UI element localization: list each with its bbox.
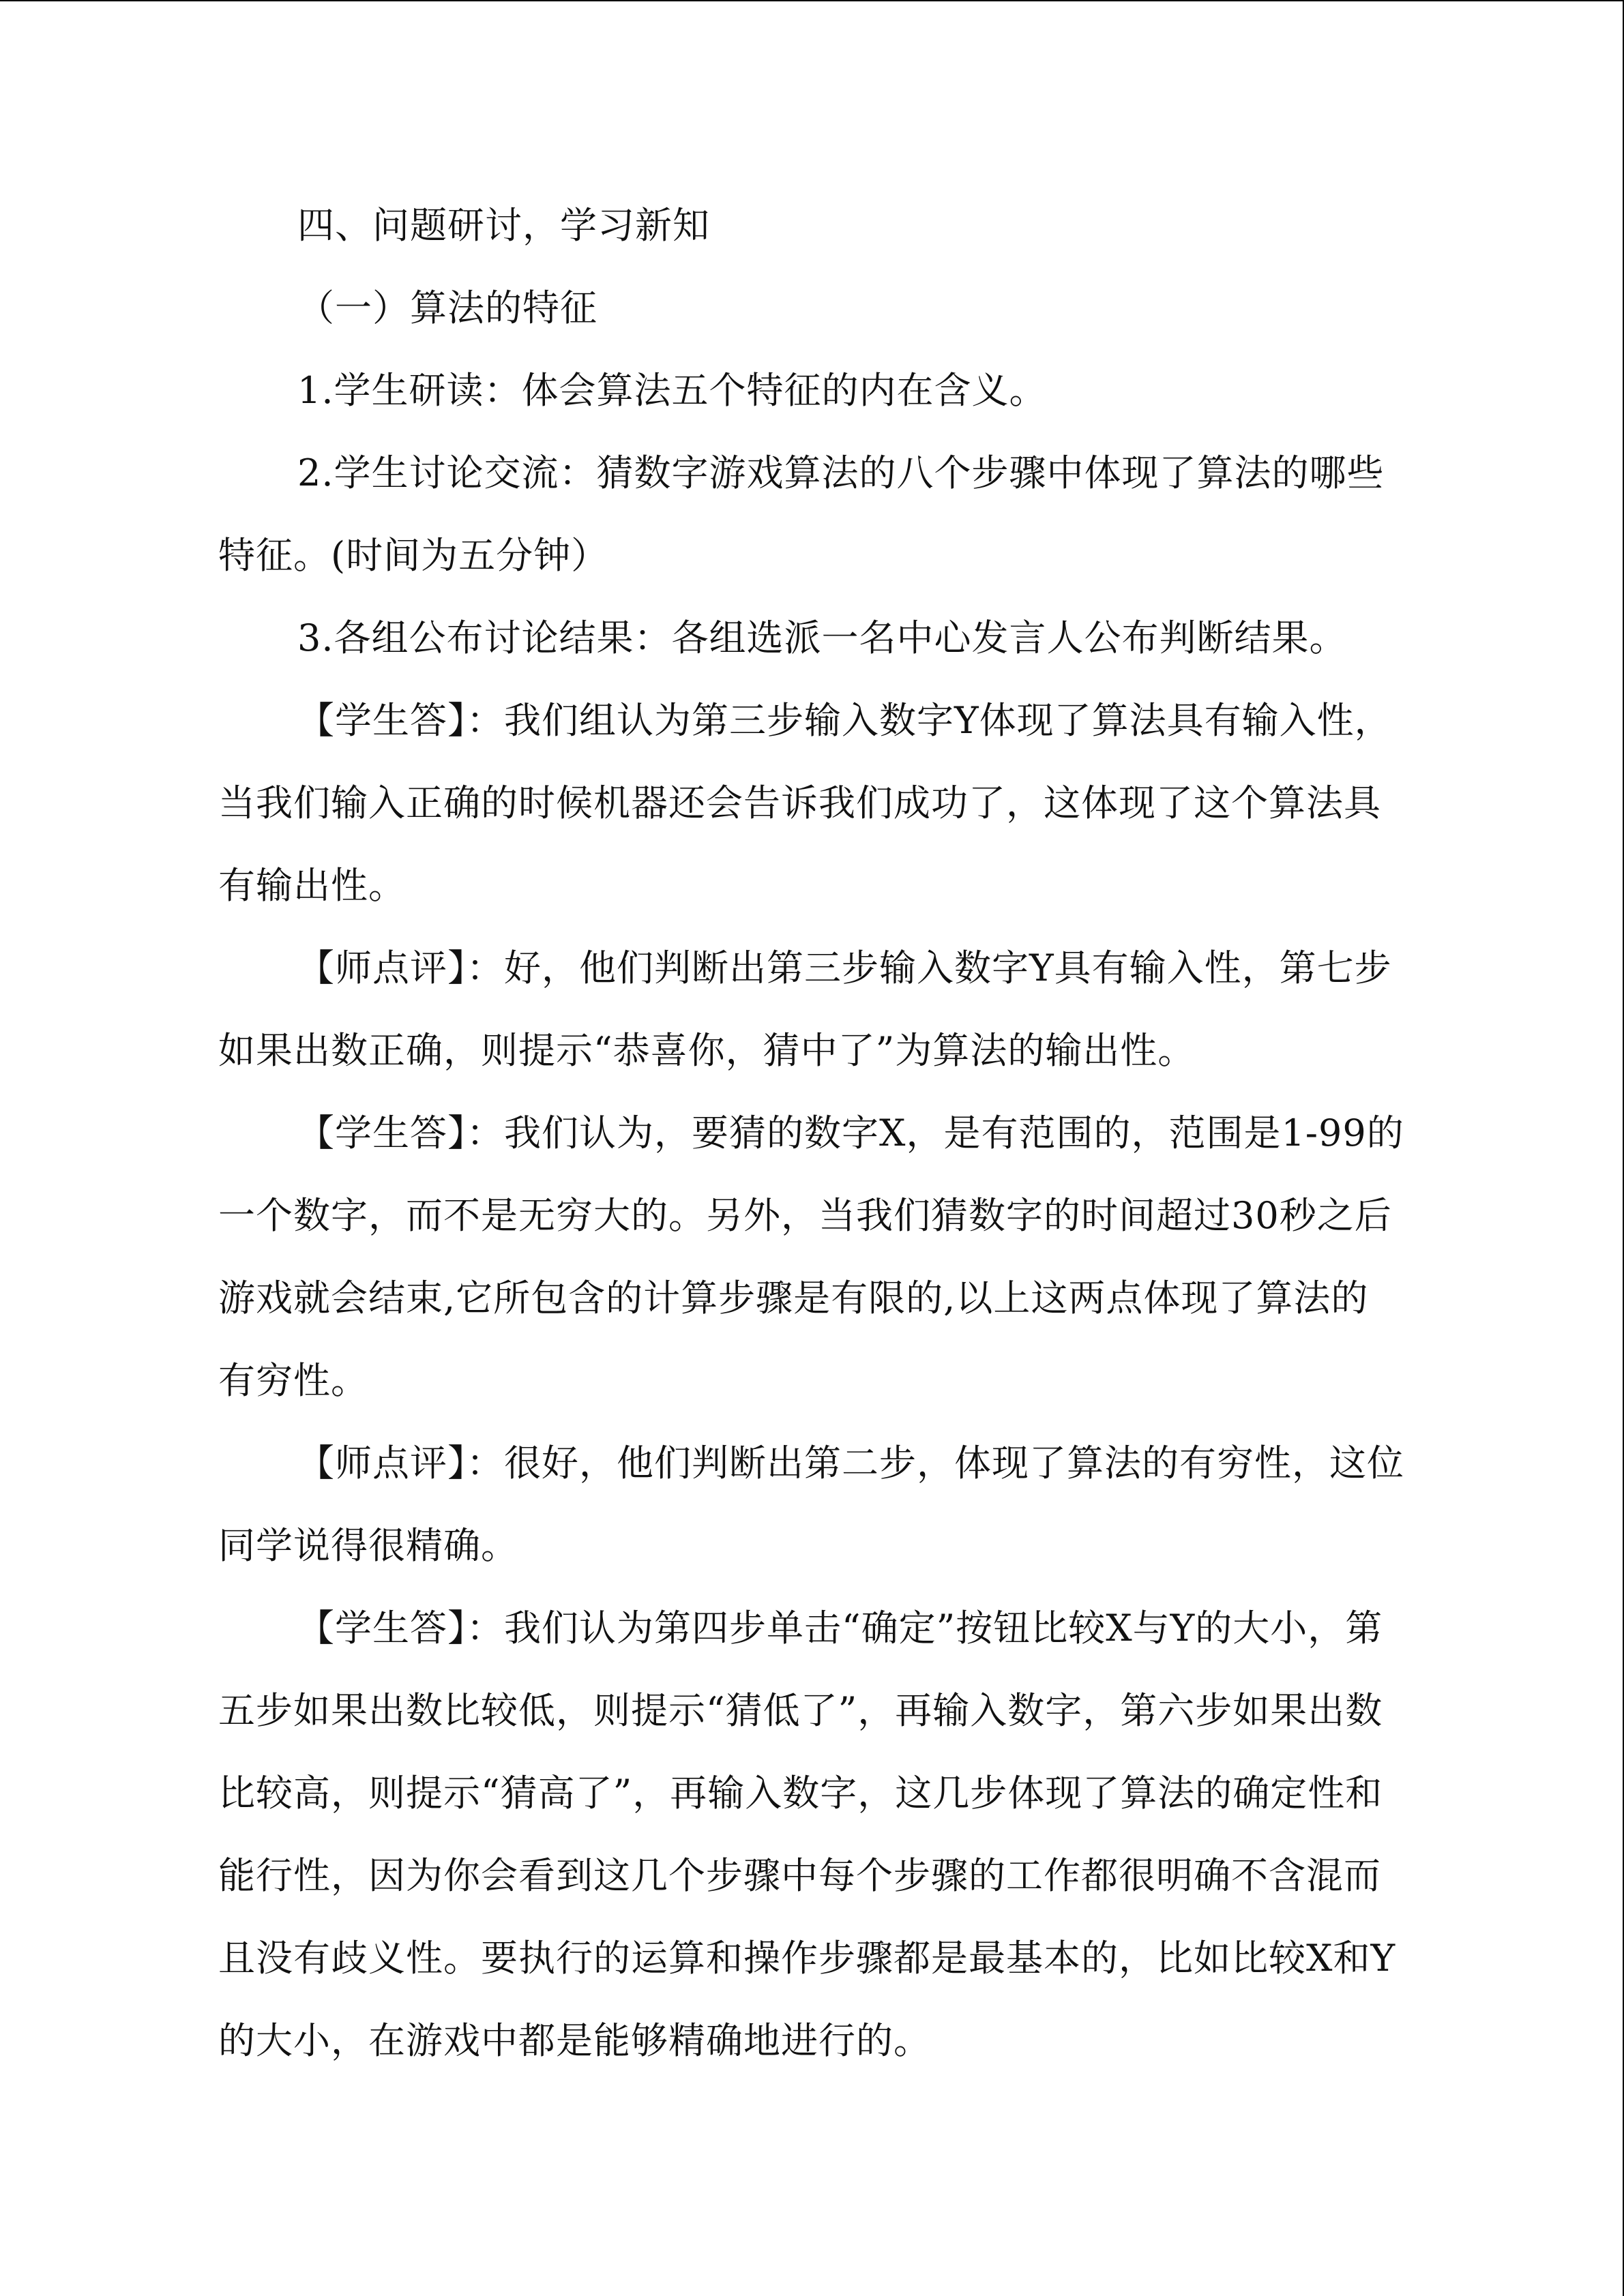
page-border-top [0,0,1624,1]
student-answer-1: 【学生答】：我们组认为第三步输入数字Y体现了算法具有输入性，当我们输入正确的时候机器还会告诉我们成功了，这体现了这个算法具有输出性。 [218,699,1392,907]
paragraph-study: 1.学生研读：体会算法五个特征的内在含义。 [297,369,1047,412]
student-answer-2: 【学生答】：我们认为，要猜的数字X，是有范围的，范围是1-99的一个数字，而不是无穷大的。另外，当我们猜数字的时间超过30秒之后游戏就会结束,它所包含的计算步骤是有限的,以上这两点体现了算法的有穷性。 [218,1112,1404,1402]
teacher-comment-2: 【师点评】：很好，他们判断出第二步，体现了算法的有穷性，这位同学说得很精确。 [218,1442,1404,1567]
subsection-heading: （一）算法的特征 [297,286,597,329]
paragraph-discussion: 2.学生讨论交流：猜数字游戏算法的八个步骤中体现了算法的哪些特征。(时间为五分钟） [218,451,1385,577]
paragraph-results: 3.各组公布讨论结果：各组选派一名中心发言人公布判断结果。 [297,616,1347,659]
teacher-comment-1: 【师点评】：好，他们判断出第三步输入数字Y具有输入性，第七步如果出数正确，则提示“恭喜你，猜中了”为算法的输出性。 [218,946,1392,1072]
section-heading: 四、问题研讨，学习新知 [297,204,710,247]
student-answer-3: 【学生答】：我们认为第四步单击“确定”按钮比较X与Y的大小，第五步如果出数比较低，则提示“猜低了”，再输入数字，第六步如果出数比较高，则提示“猜高了”，再输入数字，这几步体现了算法的确定性和能行性，因为你会看到这几个步骤中每个步骤的工作都很明确不含混而且没有歧义性。要执行的运算和操作步骤都是最基本的，比如比较X和Y的大小，在游戏中都是能够精确地进行的。 [218,1607,1396,2062]
document-body [218,184,1405,2082]
